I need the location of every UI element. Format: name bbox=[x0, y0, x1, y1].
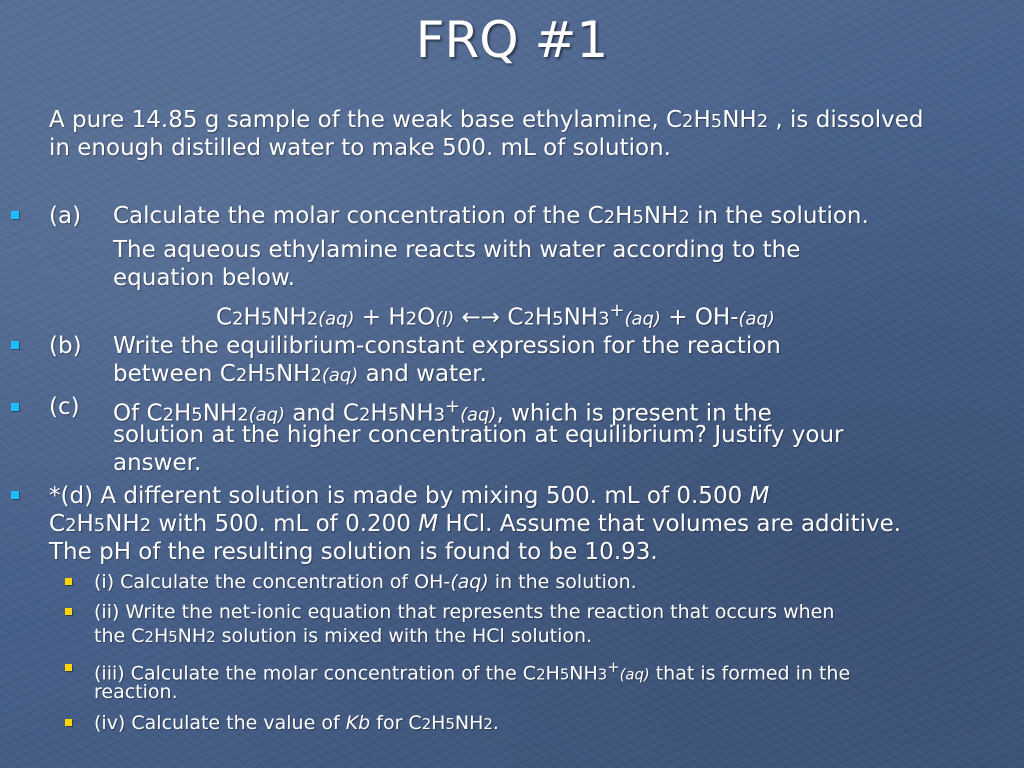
part-a-line-2: The aqueous ethylamine reacts with water according to the bbox=[113, 237, 801, 263]
formula-part: H bbox=[174, 400, 192, 427]
sub-bullet-marker bbox=[65, 719, 72, 726]
text: in the solution. bbox=[488, 571, 637, 593]
part-d-iv bbox=[94, 711, 499, 737]
part-d-ii-line-2 bbox=[94, 624, 592, 650]
subscript: 2 bbox=[483, 716, 493, 733]
formula-part: H bbox=[153, 625, 169, 647]
slide-title: FRQ #1 bbox=[415, 11, 609, 69]
subscript: 2 bbox=[235, 365, 248, 386]
subscript: 5 bbox=[191, 404, 203, 426]
state-label: (aq) bbox=[248, 404, 286, 426]
subscript: 3 bbox=[433, 404, 446, 426]
part-b-line-1: Write the equilibrium-constant expression for the reaction bbox=[113, 333, 781, 359]
subscript: 2 bbox=[144, 629, 154, 646]
subscript: 2 bbox=[162, 404, 174, 426]
text: Calculate the molar concentration of the C bbox=[113, 203, 604, 229]
molarity-unit: M bbox=[418, 511, 439, 537]
formula-part: H bbox=[243, 304, 261, 331]
charge: + bbox=[445, 396, 461, 417]
part-a-label: (a) bbox=[49, 203, 82, 229]
subscript: 2 bbox=[139, 515, 152, 536]
text: (iv) Calculate the value of bbox=[94, 712, 346, 734]
part-a-line-3: equation below. bbox=[113, 265, 296, 291]
subscript: 3 bbox=[597, 666, 608, 684]
sub-bullet-marker bbox=[65, 664, 72, 671]
part-a-line-1 bbox=[113, 202, 869, 232]
subscript: 2 bbox=[65, 515, 77, 536]
reaction-equation bbox=[216, 297, 775, 334]
bullet-marker bbox=[11, 403, 19, 411]
part-b-label: (b) bbox=[49, 333, 82, 359]
subscript: 5 bbox=[710, 111, 723, 132]
text: HCl. Assume that volumes are additive. bbox=[438, 511, 902, 537]
subscript: 5 bbox=[387, 404, 400, 426]
text: between C bbox=[113, 361, 236, 387]
intro-text: , is dissolved bbox=[768, 107, 924, 133]
part-d-i bbox=[94, 570, 637, 594]
charge: + bbox=[607, 659, 620, 676]
subscript: 2 bbox=[756, 111, 769, 132]
subscript: 5 bbox=[93, 515, 106, 536]
formula-part: + H bbox=[354, 304, 406, 331]
subscript: 5 bbox=[552, 308, 564, 330]
formula-part: NH bbox=[399, 400, 434, 427]
text: with 500. mL of 0.200 bbox=[151, 511, 419, 537]
text: for C bbox=[370, 712, 422, 734]
subscript: 5 bbox=[260, 308, 273, 330]
bullet-marker bbox=[11, 211, 19, 219]
formula-part: H bbox=[615, 203, 633, 229]
formula-part: NH bbox=[177, 625, 207, 647]
state-label: (aq) bbox=[321, 365, 359, 386]
formula-part: NH bbox=[272, 304, 307, 331]
sub-bullet-marker bbox=[65, 578, 72, 585]
kb-symbol: Kb bbox=[345, 712, 371, 734]
part-c-line-2: solution at the higher concentration at equilibrium? Justify your bbox=[113, 422, 844, 448]
subscript: 3 bbox=[598, 308, 610, 330]
formula-part: NH bbox=[454, 712, 484, 734]
formula-part: NH bbox=[202, 400, 238, 427]
part-c-label: (c) bbox=[49, 394, 80, 420]
formula-part: H bbox=[76, 511, 94, 537]
subscript: 5 bbox=[168, 629, 178, 646]
text: and C bbox=[285, 400, 359, 427]
text: (iii) Calculate the molar concentration of the C bbox=[94, 662, 537, 685]
part-d-iii-line-2: reaction. bbox=[94, 681, 178, 703]
subscript: 2 bbox=[536, 666, 546, 684]
subscript: 2 bbox=[682, 111, 694, 132]
part-d-line-3: The pH of the resulting solution is found to be 10.93. bbox=[49, 539, 658, 565]
subscript: 5 bbox=[445, 716, 455, 733]
subscript: 5 bbox=[559, 666, 570, 684]
text: , which is present in the bbox=[496, 400, 772, 427]
state-label: (aq) bbox=[738, 308, 775, 330]
formula-part: H bbox=[545, 662, 560, 685]
charge: + bbox=[609, 300, 625, 321]
formula-part: C bbox=[216, 304, 233, 331]
bullet-marker bbox=[11, 341, 19, 349]
formula-part: H bbox=[693, 107, 711, 133]
formula-part: NH bbox=[563, 304, 599, 331]
formula-part: C bbox=[49, 511, 66, 537]
text: the C bbox=[94, 625, 145, 647]
formula-part: NH bbox=[105, 511, 140, 537]
formula-part: NH bbox=[643, 203, 679, 229]
subscript: 2 bbox=[232, 308, 244, 330]
formula-part: NH bbox=[569, 662, 598, 685]
formula-part: H bbox=[431, 712, 446, 734]
text: that is formed in the bbox=[649, 662, 851, 685]
state-label: (aq) bbox=[460, 404, 497, 426]
text: and water. bbox=[358, 361, 487, 387]
state-label: (aq) bbox=[624, 308, 661, 330]
molarity-unit: M bbox=[749, 483, 770, 509]
part-d-iii-line-1 bbox=[94, 656, 850, 687]
state-label: (aq) bbox=[619, 666, 650, 684]
state-label: (aq) bbox=[318, 308, 355, 330]
subscript: 2 bbox=[421, 716, 432, 733]
subscript: 2 bbox=[523, 308, 535, 330]
intro-text: A pure 14.85 g sample of the weak base ethylamine, C bbox=[49, 107, 683, 133]
part-d-line-2 bbox=[49, 510, 901, 540]
part-b-line-2 bbox=[113, 360, 487, 390]
subscript: 2 bbox=[405, 308, 418, 330]
part-d-ii-line-1: (ii) Write the net-ionic equation that represents the reaction that occurs when bbox=[94, 601, 835, 623]
sub-bullet-marker bbox=[65, 608, 72, 615]
formula-part: H bbox=[534, 304, 553, 331]
subscript: 2 bbox=[678, 207, 690, 228]
formula-part: H bbox=[247, 361, 265, 387]
subscript: 2 bbox=[603, 207, 616, 228]
formula-part: NH bbox=[275, 361, 311, 387]
intro-line-2: in enough distilled water to make 500. mL of solution. bbox=[49, 135, 671, 161]
bullet-marker bbox=[11, 491, 19, 499]
text: . bbox=[492, 712, 499, 734]
subscript: 5 bbox=[632, 207, 644, 228]
subscript: 2 bbox=[206, 629, 216, 646]
formula-part: NH bbox=[722, 107, 757, 133]
state-label: (l) bbox=[435, 308, 455, 330]
text: in the solution. bbox=[689, 203, 869, 229]
subscript: 2 bbox=[237, 404, 249, 426]
subscript: 2 bbox=[358, 404, 371, 426]
subscript: 2 bbox=[306, 308, 319, 330]
subscript: 2 bbox=[310, 365, 322, 386]
subscript: 5 bbox=[264, 365, 276, 386]
text: (i) Calculate the concentration of OH- bbox=[94, 571, 451, 593]
formula-part: O bbox=[417, 304, 436, 331]
part-c-line-3: answer. bbox=[113, 450, 202, 476]
part-d-line-1 bbox=[49, 482, 769, 510]
equilibrium-arrow: ←→ C bbox=[454, 304, 524, 331]
state-label: (aq) bbox=[450, 571, 489, 593]
text: *(d) A different solution is made by mixing 500. mL of 0.500 bbox=[49, 483, 750, 509]
formula-part: H bbox=[370, 400, 388, 427]
text: Of C bbox=[113, 400, 163, 427]
formula-part: + OH- bbox=[660, 304, 739, 331]
text: solution is mixed with the HCl solution. bbox=[215, 625, 593, 647]
